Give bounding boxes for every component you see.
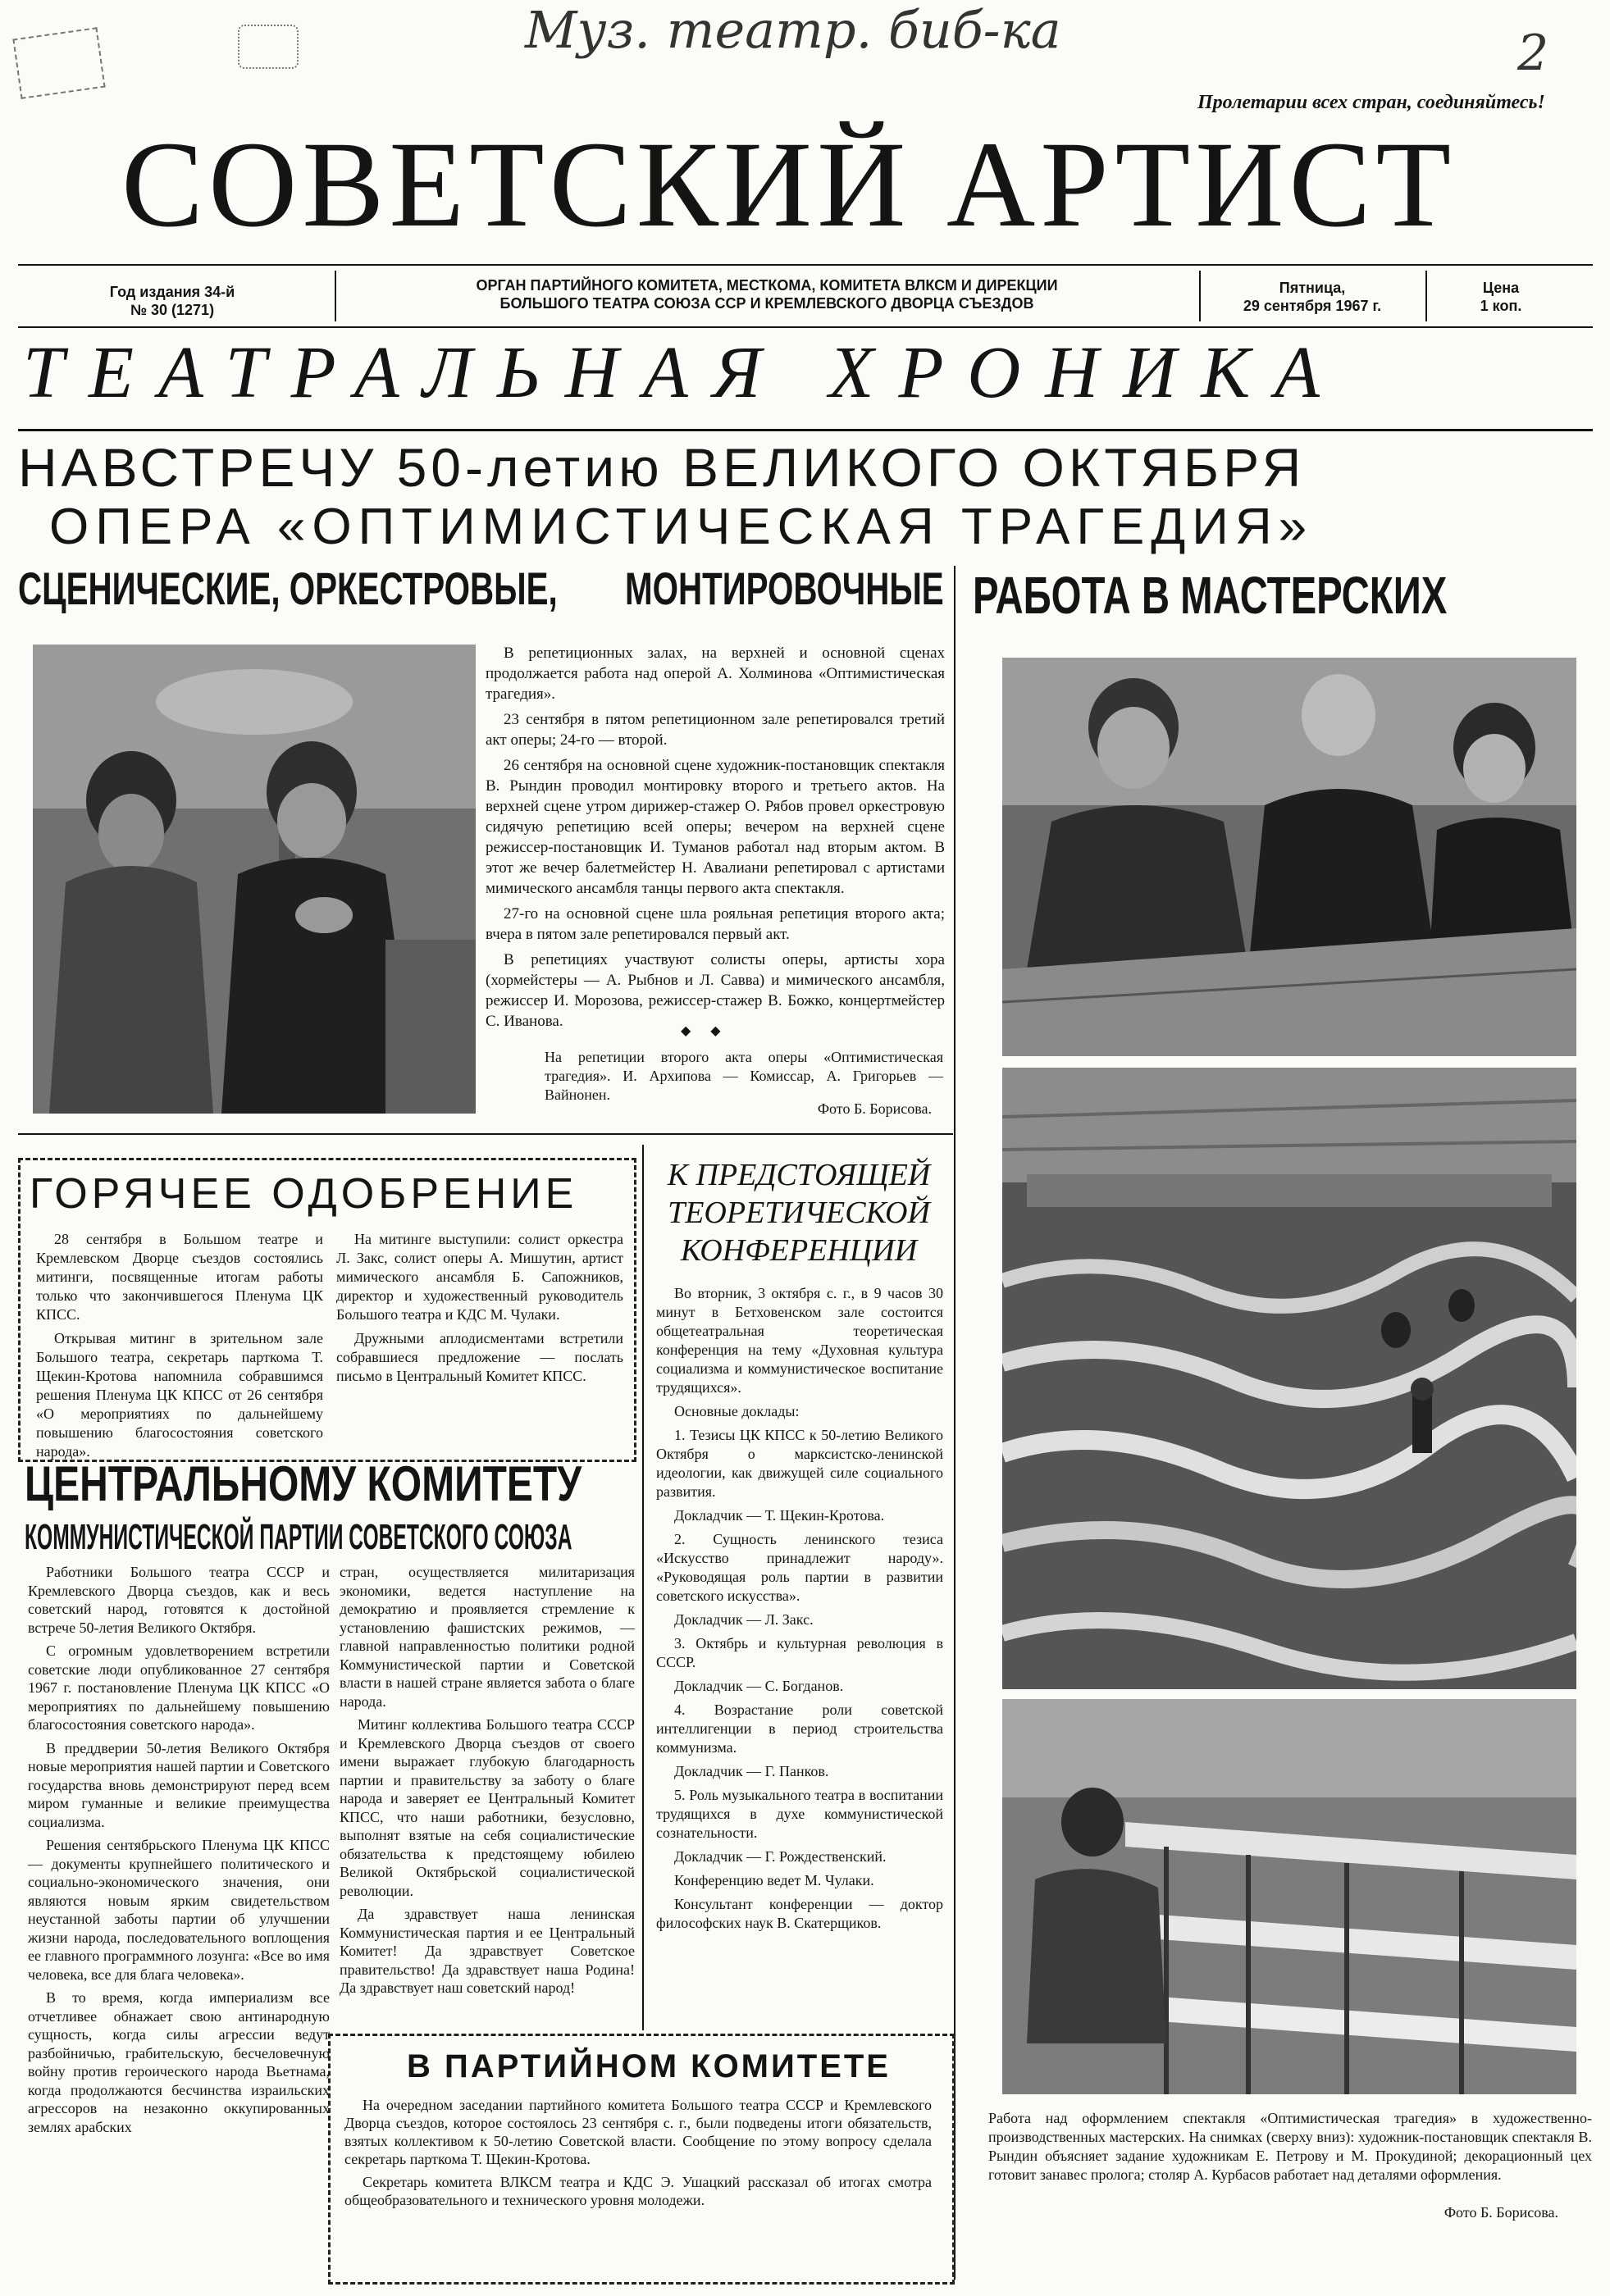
conference-paragraph: 5. Роль музыкального театра в воспитании трудящихся в духе коммунистической сознательности. <box>656 1787 943 1841</box>
rehearsal-credit: Фото Б. Борисова. <box>817 1100 932 1117</box>
letter-headline1: ЦЕНТРАЛЬНОМУ КОМИТЕТУ <box>25 1456 582 1511</box>
header-organ: ОРГАН ПАРТИЙНОГО КОМИТЕТА, МЕСТКОМА, КОМИТЕТА ВЛКСМ И ДИРЕКЦИИ БОЛЬШОГО ТЕАТРА СОЮЗА ССР И КРЕМЛЕВСКОГО ДВОРЦА СЪЕЗДОВ <box>476 277 1058 312</box>
header-rule-top <box>18 264 1593 266</box>
conference-paragraph: Во вторник, 3 октября с. г., в 9 часов 30 минут в Бетховенском зале состоится общетеатральная теоретическая конференция на тему «Духовная культура социализма и коммунистическое воспитание трудящихся». <box>656 1285 943 1396</box>
conference-headline: К ПРЕДСТОЯЩЕЙ ТЕОРЕТИЧЕСКОЙ КОНФЕРЕНЦИИ <box>667 1158 931 1268</box>
conference-divider <box>642 1145 644 2030</box>
party-paragraph: На очередном заседании партийного комитета Большого театра СССР и Кремлевского Дворца съездов, которое состоялось 23 сентября с. г., были подведены итоги обязательств, взятых коллективом к 50-летию Советской власти. Сообщение по этому вопросу сделала секретарь парткома Т. Щекин-Кротова. <box>344 2097 932 2167</box>
conference-paragraph: Конференцию ведет М. Чулаки. <box>674 1872 874 1888</box>
header-year: Год издания 34-й № 30 (1271) <box>109 284 235 318</box>
workshops-credit: Фото Б. Борисова. <box>1444 2204 1558 2221</box>
conference-paragraph: Докладчик — С. Богданов. <box>674 1678 844 1694</box>
conference-paragraph: 3. Октябрь и культурная революция в СССР. <box>656 1635 943 1670</box>
letter-paragraph: В преддверии 50-летия Великого Октября новые мероприятия нашей партии и Советского государства вновь демонстрируют перед всем миром гуманные и великие преимущества социализма. <box>28 1739 330 1830</box>
stamp-mark <box>238 25 299 69</box>
approval-headline: ГОРЯЧЕЕ ОДОБРЕНИЕ <box>30 1170 578 1218</box>
letter-paragraph: С огромным удовлетворением встретили советские люди опубликованное 27 сентября 1967 г. постановление Пленума ЦК КПСС «О мероприятиях по дальнейшему повышению благосостояния советского народа». <box>28 1642 330 1733</box>
conference-text <box>656 1284 943 1938</box>
conference-paragraph: 2. Сущность ленинского тезиса «Искусство принадлежит народу». «Руководящая роль партии в развитии советского искусства». <box>656 1531 943 1604</box>
letter-paragraph: В то время, когда империализм все отчетливее обнажает свою антинародную сущность, когда силы агрессии ведут разбойничью, грабительскую, бесчеловечную войну против героического народа Вьетнама, когда продолжаются бесчинства израильских агрессоров на незаконно оккупированных землях арабских <box>28 1989 330 2135</box>
approval-paragraph: Открывая митинг в зрительном зале Большого театра, секретарь парткома Т. Щекин-Кротова напомнила собравшимся решения Пленума ЦК КПСС от 26 сентября «О мероприятиях по дальнейшему повышению благосостояния советского народа». <box>36 1330 323 1460</box>
header-divider-2 <box>1199 271 1201 321</box>
workshops-caption: Работа над оформлением спектакля «Оптимистическая трагедия» в художественно-производственных мастерских. На снимках (сверху вниз): художник-постановщик спектакля В. Рындин объясняет задание художникам Е. Петрову и М. Прокудиной; декорационный цех готовит занавес пролога; столяр А. Курбасов работает над деталями оформления. <box>988 2110 1592 2183</box>
rehearsal-paragraph: 26 сентября на основной сцене художник-постановщик спектакля В. Рындин проводил монтировку второго и третьего актов. На верхней сцене утром дирижер-стажер О. Рябов провел оркестровую сидячую репетицию всей оперы; вечером на верхней сцене режиссер-постановщик И. Туманов работал над вторым актом. В этот же вечер балетмейстер Н. Авалиани репетировал с артистами мимического ансамбля танцы первого акта спектакля. <box>486 757 945 897</box>
conference-paragraph: Основные доклады: <box>674 1403 800 1419</box>
letter-col2 <box>340 1563 635 2002</box>
rehearsal-text <box>486 643 945 1036</box>
header-divider-3 <box>1425 271 1427 321</box>
header-date: Пятница, 29 сентября 1967 г. <box>1243 280 1382 314</box>
rehearsal-rule <box>18 1133 953 1135</box>
rehearsal-headline-b: МОНТИРОВОЧНЫЕ <box>625 563 944 614</box>
library-stamp <box>12 27 105 99</box>
conference-paragraph: Консультант конференции — доктор философских наук В. Скатерщиков. <box>656 1896 943 1931</box>
section-title: ТЕАТРАЛЬНАЯ ХРОНИКА <box>23 332 1345 413</box>
slogan: Пролетарии всех стран, соединяйтесь! <box>1197 92 1545 113</box>
conference-paragraph: Докладчик — Л. Закс. <box>674 1611 814 1628</box>
letter-paragraph: Решения сентябрьского Пленума ЦК КПСС — документы крупнейшего политического и социально-экономического значения, они являются новым ярким свидетельством неустанной заботы партии об улучшении жизни народа, последовательного воплощения ее главного программного лозунга: «Все во имя человека, все для блага человека». <box>28 1837 330 1983</box>
conference-paragraph: Докладчик — Г. Рождественский. <box>674 1848 887 1865</box>
workshop-photo-3 <box>1002 1699 1576 2094</box>
letter-paragraph: стран, осуществляется милитаризация экономики, ведется наступление на демократию и проявляется стремление к установлению фашистских режимов, — главной направленностью политики родной Коммунистической партии и Советской власти в нашей стране является забота о благе народа. <box>340 1564 635 1710</box>
letter-headline2: КОММУНИСТИЧЕСКОЙ ПАРТИИ СОВЕТСКОГО СОЮЗА <box>25 1517 572 1557</box>
masthead: СОВЕТСКИЙ АРТИСТ <box>121 116 1457 253</box>
party-paragraph: Секретарь комитета ВЛКСМ театра и КДС Э. Ушацкий рассказал об итогах смотра общеобразовательного и технического уровня молодежи. <box>344 2174 932 2208</box>
rehearsal-headline-a: СЦЕНИЧЕСКИЕ, ОРКЕСТРОВЫЕ, <box>18 563 558 614</box>
banner-anniversary: НАВСТРЕЧУ 50-летию ВЕЛИКОГО ОКТЯБРЯ <box>18 437 1306 498</box>
rehearsal-paragraph: В репетиционных залах, на верхней и основной сценах продолжается работа над оперой А. Холминова «Оптимистическая трагедия». <box>486 645 945 703</box>
conference-paragraph: 4. Возрастание роли советской интеллигенции в период строительства коммунизма. <box>656 1702 943 1756</box>
handwritten-note: Муз. театр. биб-ка <box>525 0 1061 60</box>
conference-paragraph: Докладчик — Г. Панков. <box>674 1763 829 1779</box>
approval-paragraph: 28 сентября в Большом театре и Кремлевском Дворце съездов состоялись митинги, посвященные итогам работы только что закончившегося Пленума ЦК КПСС. <box>36 1231 323 1323</box>
rehearsal-photo <box>33 645 476 1114</box>
ornament: ◆ ◆ <box>681 1024 721 1038</box>
header-price: Цена 1 коп. <box>1480 280 1522 314</box>
workshops-headline: РАБОТА В МАСТЕРСКИХ <box>973 566 1448 625</box>
letter-col1 <box>28 1563 330 2141</box>
letter-paragraph: Да здравствует наша ленинская Коммунистическая партия и ее Центральный Комитет! Да здравствует Советское правительство! Да здравствует наша Родина! Да здравствует наш советский народ! <box>340 1906 635 1996</box>
letter-paragraph: Работники Большого театра СССР и Кремлевского Дворца съездов, как и весь советский народ, готовятся к достойной встрече 50-летия Великого Октября. <box>28 1564 330 1636</box>
handwritten-number: 2 <box>1517 25 1549 82</box>
banner-opera: ОПЕРА «ОПТИМИСТИЧЕСКАЯ ТРАГЕДИЯ» <box>49 499 1314 555</box>
main-column-divider <box>954 566 956 2280</box>
rehearsal-caption: На репетиции второго акта оперы «Оптимистическая трагедия». И. Архипова — Комиссар, А. Григорьев — Вайнонен. <box>545 1049 943 1103</box>
approval-col1 <box>36 1230 323 1466</box>
party-headline: В ПАРТИЙНОМ КОМИТЕТЕ <box>407 2048 891 2084</box>
conference-paragraph: 1. Тезисы ЦК КПСС к 50-летию Великого Октября о марксистско-ленинской идеологии, как движущей силе социального развития. <box>656 1427 943 1500</box>
party-text <box>344 2096 932 2214</box>
conference-paragraph: Докладчик — Т. Щекин-Кротова. <box>674 1507 885 1524</box>
workshop-photo-1 <box>1002 658 1576 1056</box>
workshop-photo-2 <box>1002 1068 1576 1689</box>
letter-paragraph: Митинг коллектива Большого театра СССР и Кремлевского Дворца съездов от своего имени выражает глубокую благодарность партии и правительству за заботу о благе народа и заверяет ее Центральный Комитет КПСС, что наши работники, безусловно, выполнят взятые на себя социалистические обязательства к предстоящему юбилею Великой Октябрьской социалистической революции. <box>340 1716 635 1899</box>
approval-col2 <box>336 1230 623 1391</box>
section-rule <box>18 429 1593 431</box>
approval-paragraph: Дружными аплодисментами встретили собравшиеся предложение — послать письмо в Центральный Комитет КПСС. <box>336 1330 623 1384</box>
header-rule-bottom <box>18 326 1593 328</box>
approval-paragraph: На митинге выступили: солист оркестра Л. Закс, солист оперы А. Мишутин, артист мимического ансамбля Б. Сапожников, директор и художественный руководитель Большого театра и КДС М. Чулаки. <box>336 1231 623 1323</box>
rehearsal-paragraph: В репетициях участвуют солисты оперы, артисты хора (хормейстеры — А. Рыбнов и Л. Савва) и мимического ансамбля, режиссер И. Морозова, режиссер-стажер В. Божко, концертмейстер С. Иванова. <box>486 951 945 1030</box>
rehearsal-paragraph: 27-го на основной сцене шла рояльная репетиция второго акта; вчера в пятом зале репетировался первый акт. <box>486 905 945 943</box>
header-divider-1 <box>335 271 336 321</box>
rehearsal-paragraph: 23 сентября в пятом репетиционном зале репетировался третий акт оперы; 24-го — второй. <box>486 711 945 749</box>
